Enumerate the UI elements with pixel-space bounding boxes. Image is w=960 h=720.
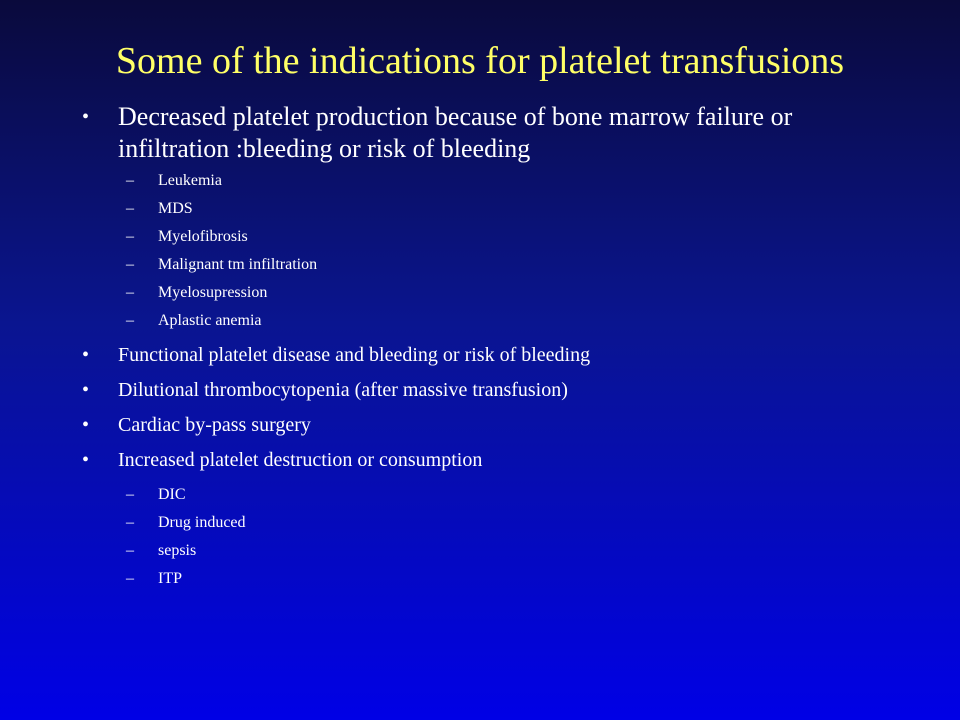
sub-bullet-text: Myelosupression bbox=[158, 284, 268, 301]
dash-icon: – bbox=[126, 172, 134, 189]
slide-content bbox=[82, 101, 902, 593]
bullet-icon: • bbox=[82, 449, 90, 471]
sub-bullet-item bbox=[126, 223, 902, 251]
sub-bullet-text: sepsis bbox=[158, 542, 197, 559]
sub-bullet-item bbox=[126, 251, 902, 279]
dash-icon: – bbox=[126, 570, 134, 587]
sub-bullet-text: MDS bbox=[158, 200, 193, 217]
bullet-text: Dilutional thrombocytopenia (after massive transfusion) bbox=[118, 379, 568, 401]
sub-bullet-text: Aplastic anemia bbox=[158, 312, 262, 329]
bullet-item bbox=[82, 376, 902, 405]
dash-icon: – bbox=[126, 312, 134, 329]
bullet-text: Functional platelet disease and bleeding or risk of bleeding bbox=[118, 344, 591, 366]
sub-bullet-item bbox=[126, 509, 902, 537]
dash-icon: – bbox=[126, 514, 134, 531]
dash-icon: – bbox=[126, 486, 134, 503]
dash-icon: – bbox=[126, 284, 134, 301]
sub-bullet-text: Myelofibrosis bbox=[158, 228, 248, 245]
sub-bullet-item bbox=[126, 167, 902, 195]
slide-title: Some of the indications for platelet transfusions bbox=[115, 40, 845, 82]
dash-icon: – bbox=[126, 200, 134, 217]
sub-bullet-item bbox=[126, 279, 902, 307]
bullet-icon: • bbox=[82, 106, 90, 128]
sub-bullet-text: Malignant tm infiltration bbox=[158, 256, 318, 273]
bullet-text: Cardiac by-pass surgery bbox=[118, 414, 311, 436]
bullet-item bbox=[82, 341, 902, 370]
bullet-item bbox=[82, 101, 902, 165]
bullet-icon: • bbox=[82, 414, 90, 436]
sub-bullet-item bbox=[126, 537, 902, 565]
dash-icon: – bbox=[126, 228, 134, 245]
sub-bullet-text: Drug induced bbox=[158, 514, 246, 531]
sub-bullet-item bbox=[126, 195, 902, 223]
dash-icon: – bbox=[126, 542, 134, 559]
sub-bullet-text: Leukemia bbox=[158, 172, 222, 189]
sub-bullet-item bbox=[126, 565, 902, 593]
dash-icon: – bbox=[126, 256, 134, 273]
bullet-item bbox=[82, 446, 902, 475]
bullet-icon: • bbox=[82, 379, 90, 401]
sub-bullet-item bbox=[126, 481, 902, 509]
sub-bullet-item bbox=[126, 307, 902, 335]
sub-bullet-text: ITP bbox=[158, 570, 182, 587]
bullet-item bbox=[82, 411, 902, 440]
bullet-text: Increased platelet destruction or consumption bbox=[118, 449, 483, 471]
sub-bullet-text: DIC bbox=[158, 486, 186, 503]
bullet-icon: • bbox=[82, 344, 90, 366]
bullet-text: Decreased platelet production because of bone marrow failure or infiltration :bleeding or risk of bleeding bbox=[118, 102, 793, 163]
